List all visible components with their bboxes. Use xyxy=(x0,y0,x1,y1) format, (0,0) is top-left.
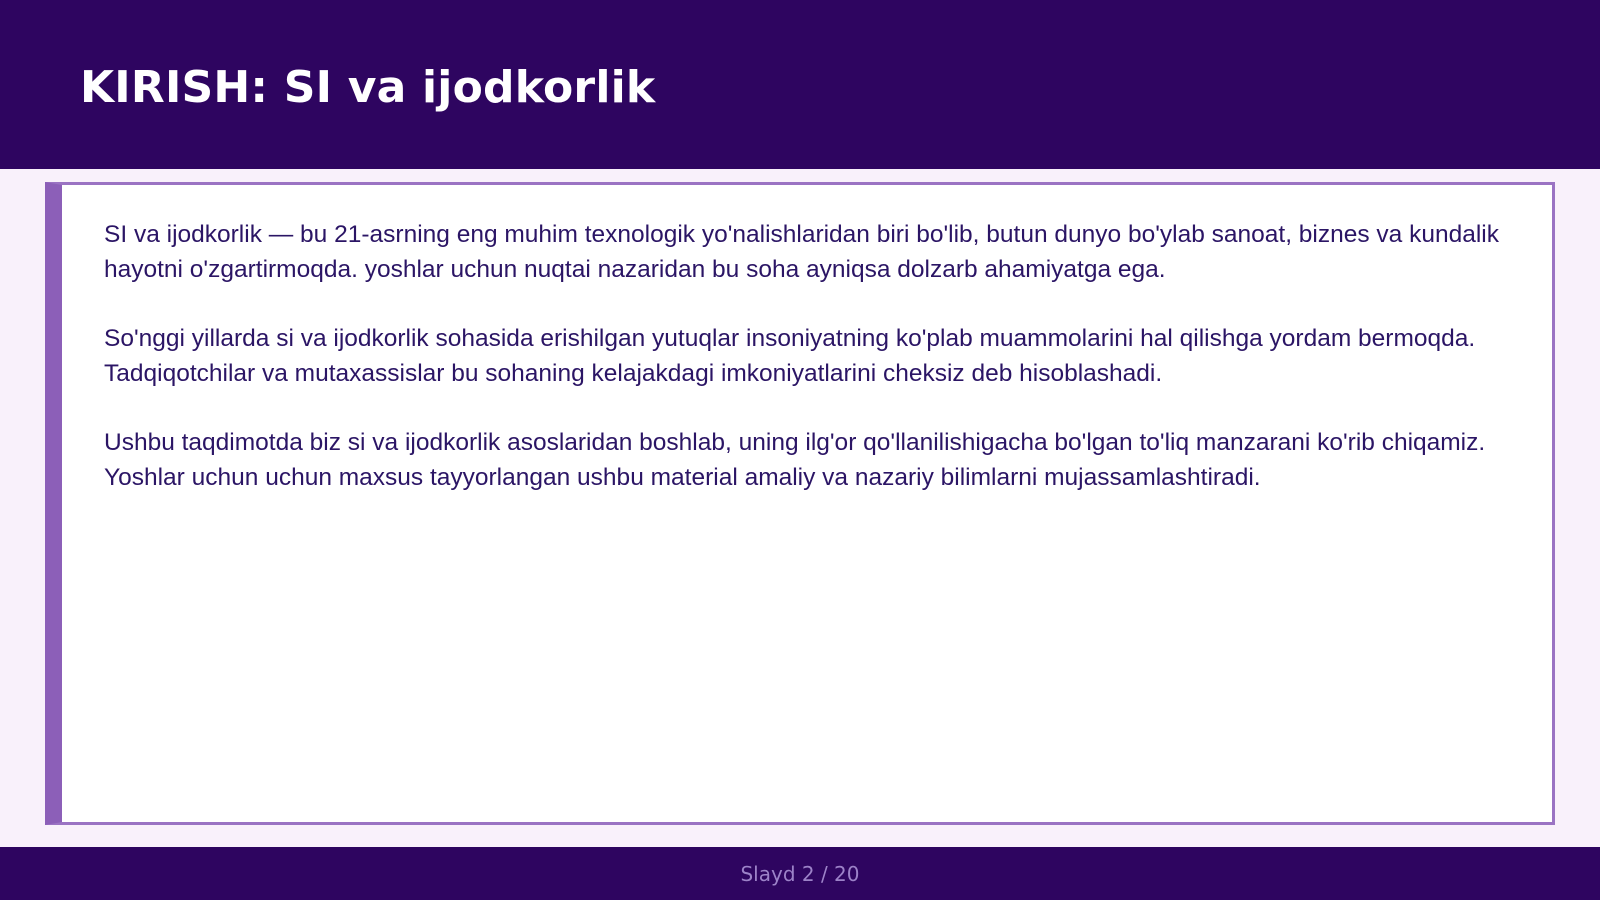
paragraph-2: So'nggi yillarda si va ijodkorlik sohasida erishilgan yutuqlar insoniyatning ko'plab muammolarini hal qilishga yordam bermoqda. Tadqiqotchilar va mutaxassislar bu sohaning kelajakdagi imkoniyatlarini cheksiz deb hisoblashadi. xyxy=(104,325,1476,387)
paragraph-3: Ushbu taqdimotda biz si va ijodkorlik asoslaridan boshlab, uning ilg'or qo'llanilishigacha bo'lgan to'liq manzarani ko'rib chiqamiz. Yoshlar uchun uchun maxsus tayyorlangan ushbu material amaliy va nazariy bilimlarni mujassamlashtiradi. xyxy=(104,429,1486,491)
slide-footer xyxy=(0,847,1600,900)
content-card xyxy=(45,182,1555,825)
content-body xyxy=(104,217,1514,529)
paragraph-1: SI va ijodkorlik — bu 21-asrning eng muhim texnologik yo'nalishlaridan biri bo'lib, butun dunyo bo'ylab sanoat, biznes va kundalik hayotni o'zgartirmoqda. yoshlar uchun nuqtai nazaridan bu soha ayniqsa dolzarb ahamiyatga ega. xyxy=(104,221,1500,283)
slide-title: KIRISH: SI va ijodkorlik xyxy=(80,62,656,113)
slide-counter: Slayd 2 / 20 xyxy=(740,862,860,886)
slide-header xyxy=(0,0,1600,169)
